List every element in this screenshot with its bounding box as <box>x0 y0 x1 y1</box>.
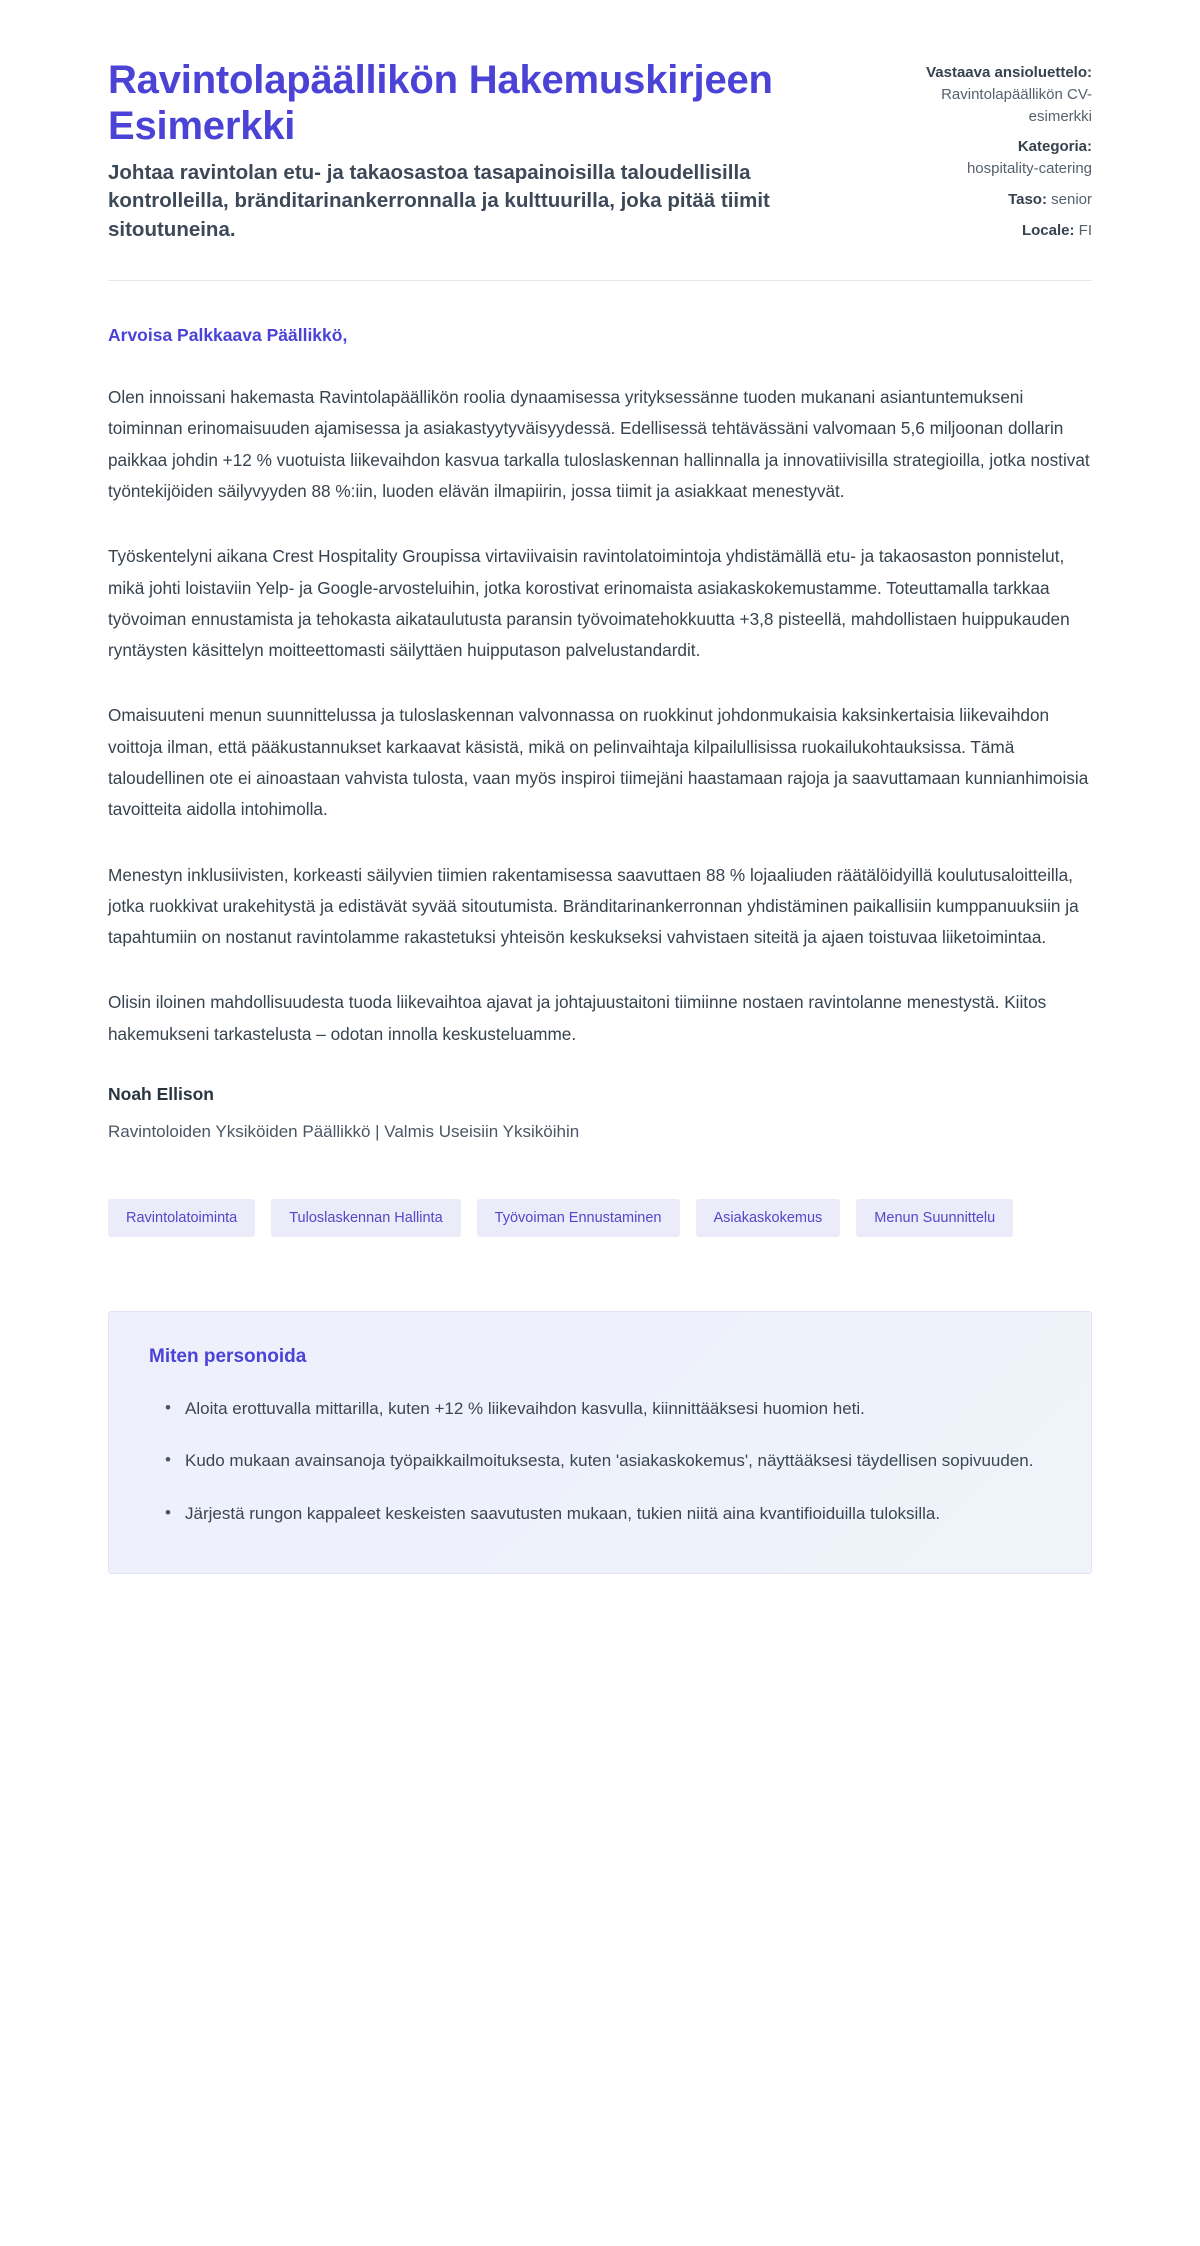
meta-spacer <box>892 213 1092 220</box>
meta-locale-label: Locale: <box>1021 221 1075 239</box>
meta-related-resume-label: Vastaava ansioluettelo: <box>926 64 1092 81</box>
meta-spacer <box>892 129 1092 136</box>
tag-chip[interactable]: Menun Suunnittelu <box>856 1199 1013 1238</box>
body-paragraph: Työskentelyni aikana Crest Hospitality Groupissa virtaviivaisin ravintolatoimintoja yhdistämällä etu- ja takaosaston ponnistelut, mikä johti loistaviin Yelp- ja Google-arvosteluihin, jotka korostivat erinomaista asiakaskokemustamme. Toteuttamalla tarkkaa työvoiman ennustamista ja tehokasta aikataulutusta paransin työvoimatehokkuutta +3,8 pisteellä, mahdollistaen huippukauden ryntäysten käsittelyn moitteettomasti säilyttäen huipputason palvelustandardit. <box>108 546 1070 661</box>
meta-level <box>892 189 1092 211</box>
document-header <box>108 0 1092 244</box>
meta-spacer <box>892 182 1092 189</box>
callout-list-item: • Järjestä rungon kappaleet keskeisten saavutusten mukaan, tukien niitä aina kvantifioiduilla tuloksilla. <box>171 1499 1051 1529</box>
tag-chip[interactable]: Tuloslaskennan Hallinta <box>271 1199 460 1238</box>
tag-chip[interactable]: Ravintolatoiminta <box>108 1199 255 1238</box>
meta-locale-value: FI <box>1078 221 1092 239</box>
header-title-block <box>108 58 852 244</box>
meta-category-label: Kategoria: <box>1017 138 1092 156</box>
meta-category-value: hospitality-catering <box>966 160 1092 177</box>
page-title: Ravintolapäällikön Hakemuskirjeen Esimerkki <box>108 58 773 148</box>
body-paragraph: Olisin iloinen mahdollisuudesta tuoda liikevaihtoa ajavat ja johtajuustaitoni tiimiinne nostaen ravintolanne menestystä. Kiitos hakemukseni tarkastelusta – odotan innolla keskusteluamme. <box>108 992 1047 1044</box>
body-paragraph: Olen innoissani hakemasta Ravintolapäällikön roolia dynaamisessa yrityksessänne tuoden mukanani asiantuntemukseni toiminnan erinomaisuuden ajamisessa ja asiakastyytyväisyydessä. Edellisessä tehtävässäni valvomaan 5,6 miljoonan dollarin paikkaa johdin +12 % vuotuista liikevaihdon kasvua tarkalla tuloslaskennan hallinnalla ja innovatiivisilla strategioilla, jotka nostivat työntekijöiden säilyvyyden 88 %:iin, luoden elävän ilmapiirin, jossa tiimit ja asiakkaat menestyvät. <box>108 387 1090 501</box>
meta-locale <box>892 220 1092 242</box>
callout-list <box>149 1394 1051 1529</box>
signature-role: Ravintoloiden Yksiköiden Päällikkö | Valmis Useisiin Yksiköihin <box>108 1122 580 1142</box>
body-paragraph: Omaisuuteni menun suunnittelussa ja tuloslaskennan valvonnassa on ruokkinut johdonmukaisia kaksinkertaisia liikevaihdon voittoja ilman, että pääkustannukset karkaavat käsistä, mikä on pelinvaihtaja kilpailullisissa ruokailukohtauksissa. Tämä taloudellinen ote ei ainoastaan vahvista tulosta, vaan myös inspiroi tiimejäni haastamaan rajoja ja saavuttamaan kunnianhimoisia tavoitteita aidolla intohimolla. <box>108 705 1089 820</box>
tag-list <box>108 1199 1028 1238</box>
callout-list-item: • Aloita erottuvalla mittarilla, kuten +12 % liikevaihdon kasvulla, kiinnittääksesi huomion heti. <box>171 1394 1051 1424</box>
signature-block <box>108 1084 1092 1145</box>
callout-title: Miten personoida <box>149 1346 307 1368</box>
meta-category <box>892 136 1092 180</box>
cover-letter-body <box>108 281 1092 1237</box>
meta-related-resume-value: Ravintolapäällikön CV-esimerkki <box>941 85 1092 125</box>
salutation: Arvoisa Palkkaava Päällikkö, <box>108 325 348 346</box>
tag-chip[interactable]: Asiakaskokemus <box>696 1199 841 1238</box>
meta-related-resume <box>892 62 1092 127</box>
body-paragraph: Menestyn inklusiivisten, korkeasti säilyvien tiimien rakentamisessa saavuttaen 88 % lojaaliuden räätälöidyillä koulutusaloitteilla, jotka ruokkivat urakehitystä ja edistävät syvää sitoutumista. Bränditarinankerronnan yhdistäminen paikallisiin kumppanuuksiin ja tapahtumiin on nostanut ravintolamme rakastetuksi yhteisön keskukseksi vahvistaen siteitä ja ajaen toistuvaa liiketoimintaa. <box>108 864 1079 948</box>
callout-list-item: • Kudo mukaan avainsanoja työpaikkailmoituksesta, kuten 'asiakaskokemus', näyttääksesi täydellisen sopivuuden. <box>171 1446 1051 1476</box>
meta-level-value: senior <box>1051 190 1092 208</box>
signature-name: Noah Ellison <box>108 1084 214 1105</box>
tag-chip[interactable]: Työvoiman Ennustaminen <box>477 1199 680 1238</box>
meta-level-label: Taso: <box>1008 190 1047 208</box>
page-subtitle: Johtaa ravintolan etu- ja takaosastoa tasapainoisilla taloudellisilla kontrolleilla, bränditarinankerronnalla ja kulttuurilla, joka pitää tiimit sitoutuneina. <box>108 161 770 241</box>
header-metadata <box>892 58 1092 243</box>
personalization-callout <box>108 1311 1092 1574</box>
